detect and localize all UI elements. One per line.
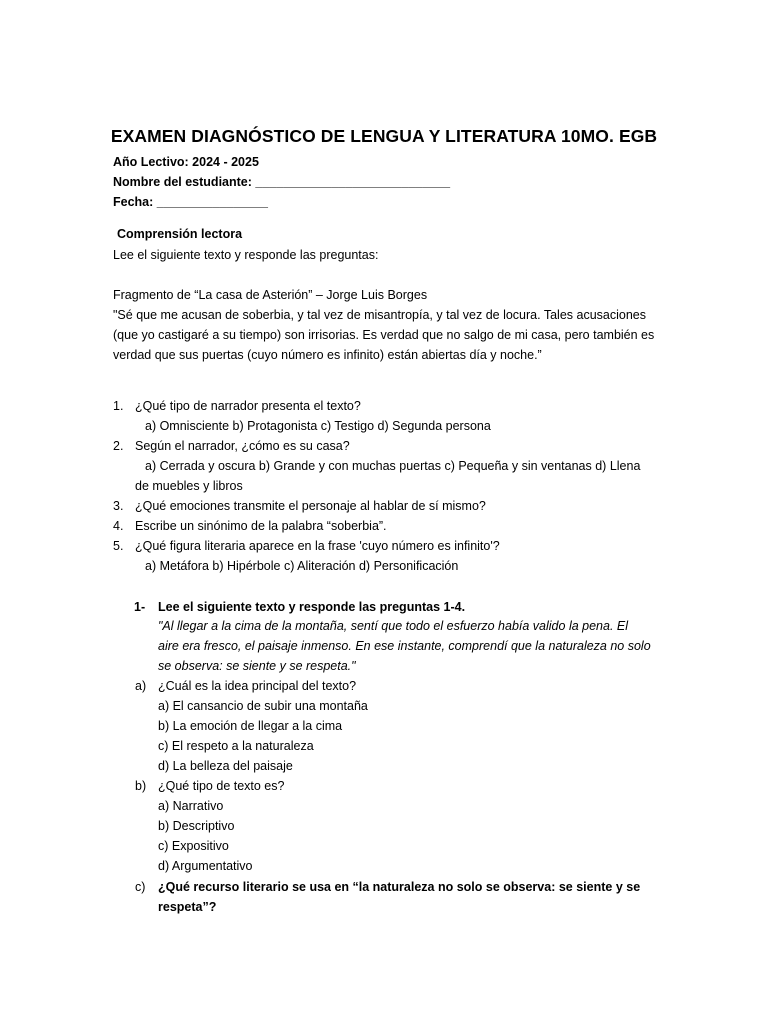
question-options: a) Cerrada y oscura b) Grande y con muchas puertas c) Pequeña y sin ventanas d) Llena [145, 459, 641, 473]
question-text: Escribe un sinónimo de la palabra “soberbia”. [135, 519, 387, 533]
exam-title: EXAMEN DIAGNÓSTICO DE LENGUA Y LITERATURA 10MO. EGB [110, 126, 658, 146]
item-option: d) Argumentativo [158, 859, 253, 873]
quote-line: se observa: se siente y se respeta." [158, 659, 356, 673]
item-question: ¿Qué recurso literario se usa en “la naturaleza no solo se observa: se siente y se [158, 880, 641, 894]
section-heading: Lee el siguiente texto y responde las preguntas 1-4. [158, 600, 466, 614]
question-number: 2. [113, 439, 124, 453]
question-options: a) Metáfora b) Hipérbole c) Aliteración d) Personificación [145, 559, 459, 573]
quote-line: aire era fresco, el paisaje inmenso. En ese instante, comprendí que la naturaleza no solo [158, 639, 651, 653]
school-year-line: Año Lectivo: 2024 - 2025 [113, 155, 259, 169]
question-number: 1. [113, 399, 124, 413]
question-number: 3. [113, 499, 124, 513]
question-text: Según el narrador, ¿cómo es su casa? [135, 439, 350, 453]
quote-line: "Sé que me acusan de soberbia, y tal vez de misantropía, y tal vez de locura. Tales acusaciones [113, 308, 646, 322]
comprehension-instruction: Lee el siguiente texto y responde las preguntas: [113, 248, 379, 262]
question-options: a) Omnisciente b) Protagonista c) Testigo d) Segunda persona [145, 419, 491, 433]
quote-line: (que yo castigaré a su tiempo) son irrisorias. Es verdad que no salgo de mi casa, pero también es [113, 328, 655, 342]
item-option: a) Narrativo [158, 799, 224, 813]
item-question: respeta”? [158, 900, 217, 914]
item-option: c) Expositivo [158, 839, 229, 853]
date-line: Fecha: ________________ [113, 195, 268, 209]
question-text: ¿Qué tipo de narrador presenta el texto? [135, 399, 361, 413]
item-letter: a) [135, 679, 147, 693]
quote-line: "Al llegar a la cima de la montaña, sentí que todo el esfuerzo había valido la pena. El [158, 619, 629, 633]
text-source: Fragmento de “La casa de Asterión” – Jorge Luis Borges [113, 288, 428, 302]
item-option: a) El cansancio de subir una montaña [158, 699, 368, 713]
quote-line: verdad que sus puertas (cuyo número es infinito) están abiertas día y noche.” [113, 348, 542, 362]
item-option: d) La belleza del paisaje [158, 759, 293, 773]
question-text: ¿Qué figura literaria aparece en la frase 'cuyo número es infinito'? [135, 539, 500, 553]
item-option: b) Descriptivo [158, 819, 235, 833]
item-letter: c) [135, 880, 146, 894]
question-options: de muebles y libros [135, 479, 243, 493]
item-option: c) El respeto a la naturaleza [158, 739, 314, 753]
comprehension-heading: Comprensión lectora [117, 227, 243, 241]
student-name-line: Nombre del estudiante: ____________________________ [113, 175, 451, 189]
section-number: 1- [134, 600, 146, 614]
item-question: ¿Cuál es la idea principal del texto? [158, 679, 357, 693]
item-option: b) La emoción de llegar a la cima [158, 719, 343, 733]
item-question: ¿Qué tipo de texto es? [158, 779, 285, 793]
question-text: ¿Qué emociones transmite el personaje al hablar de sí mismo? [135, 499, 486, 513]
question-number: 5. [113, 539, 124, 553]
item-letter: b) [135, 779, 147, 793]
question-number: 4. [113, 519, 124, 533]
